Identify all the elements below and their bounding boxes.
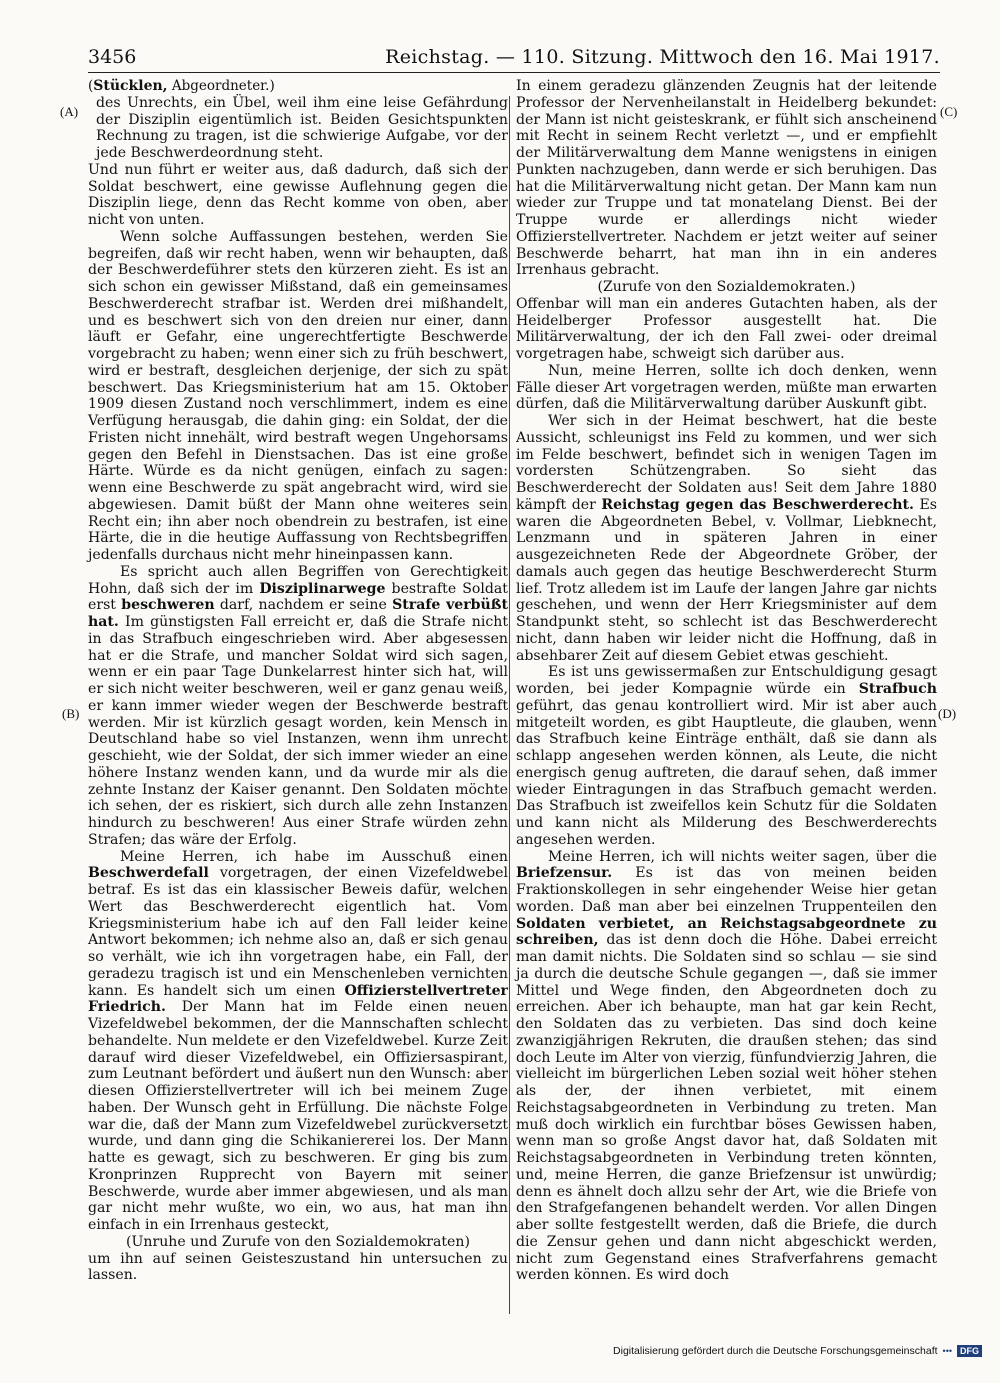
emphasis: Soldaten verbietet, an Reichstagsabgeordnete zu schreiben, bbox=[516, 915, 937, 949]
margin-marker-d: (D) bbox=[938, 706, 957, 721]
dfg-logo-dots-icon: ••• bbox=[942, 1346, 952, 1356]
paragraph: Meine Herren, ich will nichts weiter sagen, über die Briefzensur. Es ist das von meinen beiden Fraktionskollegen in sehr eingehender Weise hier getan worden. Daß man aber bei einzelnen Truppenteilen den Soldaten verbietet, an Reichstagsabgeordnete zu schreiben, das ist denn doch die Höhe. Dabei erreicht man damit nichts. Die Soldaten sind so schlau — sie sind ja durch die deutsche Schule gegangen —, daß sie immer Mittel und Wege finden, den Abgeordneten doch zu erreichen. Aber ich behaupte, man hat gar kein Recht, den Soldaten das zu verbieten. Das sind doch keine zwanzigjährigen Rekruten, die draußen stehen; das sind doch Leute im Alter von vierzig, fünfundvierzig Jahren, die vielleicht im bürgerlichen Leben sozial weit höher stehen als der, der ihnen verbietet, mit einem Reichstagsabgeordneten in Verbindung zu treten. Man muß doch wirklich ein furchtbar böses Gewissen haben, wenn man so große Angst davor hat, daß Soldaten mit Reichstagsabgeordneten in Verbindung treten könnten, und, meine Herren, die ganze Briefzensur ist unwürdig; denn es ähnelt doch allzu sehr der Art, wie die Briefe von den Strafgefangenen behandelt werden. Vor allen Dingen aber sollte festgestellt werden, daß die Briefe, die durch die Zensur gehen und dann nicht abgeschickt werden, nicht zum Gegenstand eines Strafverfahrens gemacht werden können. Es wird doch bbox=[516, 848, 937, 1284]
page-header bbox=[88, 46, 940, 73]
emphasis: Reichstag gegen das Beschwerderecht. bbox=[601, 496, 914, 513]
paragraph: Nun, meine Herren, sollte ich doch denken, wenn Fälle dieser Art vorgetragen werden, müßte man erwarten dürfen, daß die Militärverwaltung darüber Auskunft gibt. bbox=[516, 362, 937, 413]
emphasis: Beschwerdefall bbox=[88, 865, 209, 882]
digitization-credit bbox=[613, 1345, 982, 1357]
emphasis: Strafbuch bbox=[858, 681, 937, 697]
paragraph: Es spricht auch allen Begriffen von Gerechtigkeit Hohn, daß sich der im Disziplinarwege bestrafte Soldat erst beschweren darf, nachdem er seine Strafe verbüßt hat. Im günstigsten Fall erreicht er, daß die Strafe nicht in das Strafbuch eingeschrieben wird. Aber abgesessen hat er die Strafe, und mancher Soldat wird sich sagen, wenn er ein paar Tage Dunkelarrest hinter sich hat, will er sich nicht weiter beschweren, weil er ganz genau weiß, er kann immer wieder wegen der Beschwerde bestraft werden. Mir ist kürzlich gesagt worden, kein Mensch in Deutschland habe so viel Instanzen, wenn ihm unrecht geschieht, wie der Soldat, der sich immer wieder an eine höhere Instanz wenden kann, und da wurde mir als die zehnte Instanz der Kaiser genannt. Den Soldaten möchte ich sehen, der es riskiert, sich durch alle zehn Instanzen hindurch zu beschweren! Aus einer Strafe würden zehn Strafen; das wäre der Erfolg. bbox=[88, 563, 508, 848]
paragraph: Und nun führt er weiter aus, daß dadurch, daß sich der Soldat beschwert, eine gewisse Auflehnung gegen die Disziplin liege, denn das Recht komme von oben, aber nicht von unten. bbox=[88, 161, 508, 228]
paragraph: Offenbar will man ein anderes Gutachten haben, als der Heidelberger Professor ausgestellt hat. Die Militärverwaltung, der ich den Fall zwei- oder dreimal vorgetragen habe, schweigt sich darüber aus. bbox=[516, 295, 937, 362]
dfg-logo: DFG bbox=[957, 1345, 982, 1357]
emphasis: Strafe verbüßt hat. bbox=[88, 597, 508, 630]
page-number: 3456 bbox=[88, 46, 137, 68]
margin-marker-c: (C) bbox=[940, 104, 958, 119]
right-column bbox=[516, 78, 937, 1284]
column-divider bbox=[509, 96, 510, 1314]
running-head: Reichstag. — 110. Sitzung. Mittwoch den 16. Mai 1917. bbox=[385, 46, 940, 68]
speaker-role: Abgeordneter.) bbox=[167, 78, 275, 94]
speaker-attribution: (Stücklen, Abgeordneter.) bbox=[88, 78, 275, 94]
emphasis: beschweren bbox=[121, 597, 215, 614]
paragraph: Wer sich in der Heimat beschwert, hat die beste Aussicht, schleunigst ins Feld zu kommen, und wer sich im Felde beschwert, befindet sich in wenigen Tagen im vordersten Schützengraben. So sieht das Beschwerderecht der Soldaten aus! Seit dem Jahre 1880 kämpft der Reichstag gegen das Beschwerderecht. Es waren die Abgeordneten Bebel, v. Vollmar, Liebknecht, Lenzmann und in späteren Jahren in einer ausgezeichneten Rede der Abgeordnete Gröber, der damals auch gegen das heutige Beschwerderecht Sturm lief. Trotz alledem ist im Laufe der langen Jahre gar nichts geschehen, und wenn der Herr Kriegsminister auf dem Standpunkt steht, so schlecht ist das Beschwerderecht nicht, dann haben wir leider nicht die Hoffnung, daß in absehbarer Zeit auf diesem Gebiet etwas geschieht. bbox=[516, 413, 937, 664]
paragraph: In einem geradezu glänzenden Zeugnis hat der leitende Professor der Nervenheilanstalt in Heidelberg bekundet: der Mann ist nicht geisteskrank, er fühlt sich anscheinend mit Recht in seinem Recht verletzt —, und er empfiehlt der Militärverwaltung dem Manne wenigstens in einigen Punkten nachzugeben, dann werde er sich beruhigen. Das hat die Militärverwaltung nicht getan. Der Mann kam nun wieder zur Truppe und tat monatelang Dienst. Bei der Truppe wurde er allerdings nicht wieder Offizierstellvertreter. Nachdem er jetzt weiter auf seiner Beschwerde beharrt, hat man ihn in ein anderes Irrenhaus gebracht. bbox=[516, 78, 937, 279]
credit-text: Digitalisierung gefördert durch die Deutsche Forschungsgemeinschaft bbox=[613, 1345, 938, 1357]
left-column bbox=[88, 78, 508, 1284]
paragraph: Es ist uns gewissermaßen zur Entschuldigung gesagt worden, bei jeder Kompagnie würde ein Strafbuch geführt, das genau kontrolliert wird. Mir ist aber auch mitgeteilt worden, es gibt Hauptleute, die glauben, wenn das Strafbuch keine Einträge enthält, daß sie dann als schlapp angesehen werden können, als Leute, die nicht energisch genug auftreten, die darauf sehen, daß immer wieder Eintragungen in das Strafbuch gemacht werden. Das Strafbuch ist zweifellos kein Schutz für die Soldaten und kann nicht als Milderung des Beschwerderechts angesehen werden. bbox=[516, 664, 937, 848]
paragraph: des Unrechts, ein Übel, weil ihm eine leise Gefährdung der Disziplin eigentümlich ist. Beiden Gesichtspunkten Rechnung zu tragen, ist die schwierige Aufgabe, vor der jede Beschwerdeordnung steht. bbox=[96, 94, 508, 161]
interjection: (Unruhe und Zurufe von den Sozialdemokraten) bbox=[126, 1233, 470, 1250]
paragraph: Wenn solche Auffassungen bestehen, werden Sie begreifen, daß wir recht haben, wenn wir behaupten, daß der Beschwerdeführer stets den kürzeren zieht. Es ist an sich schon ein gewisser Mißstand, daß ein gemeinsames Beschwerderecht strafbar ist. Werden drei mißhandelt, und es beschwert sich von den dreien nur einer, dann läuft er Gefahr, eine ungerechtfertigte Beschwerde vorgebracht zu haben; wenn einer sich zu früh beschwert, wird er bestraft, desgleichen derjenige, der sich zu spät beschwert. Das Kriegsministerium hat am 15. Oktober 1909 diesen Zustand noch verschlimmert, indem es eine Verfügung herausgab, die dahin ging: ein Soldat, der die Fristen nicht innehält, wird bestraft wegen Ungehorsams gegen den Befehl in Dienstsachen. Das ist eine große Härte. Würde es da nicht genügen, einfach zu sagen: wenn eine Beschwerde zu spät angebracht wird, wird sie abgewiesen. Damit büßt der Mann ohne weiteres sein Recht ein; ihn aber noch obendrein zu bestrafen, ist eine Härte, die in die heutige Auffassung von Rechtsbegriffen jedenfalls durchaus nicht mehr hineinpassen kann. bbox=[88, 228, 508, 563]
emphasis: Disziplinarwege bbox=[259, 580, 386, 597]
paragraph: um ihn auf seinen Geisteszustand hin untersuchen zu lassen. bbox=[88, 1250, 508, 1284]
paragraph: Meine Herren, ich habe im Ausschuß einen Beschwerdefall vorgetragen, der einen Vizefeldwebel betraf. Es ist das ein klassischer Beweis dafür, welchen Wert das Beschwerderecht eigentlich hat. Vom Kriegsministerium habe ich auf den Fall leider keine Antwort bekommen; ich nehme also an, daß er sich genau so verhält, wie ich ihn vorgetragen habe, ein Fall, der geradezu tragisch ist und ein Menschenleben vernichten kann. Es handelt sich um einen Offizierstellvertreter Friedrich. Der Mann hat im Felde einen neuen Vizefeldwebel bekommen, der die Mannschaften schlecht behandelte. Nun meldete er den Vizefeldwebel. Kurze Zeit darauf wird dieser Vizefeldwebel, ein Offiziersaspirant, zum Leutnant befördert und äußert nun den Wunsch: aber diesen Offizierstellvertreter will ich bei meinem Zuge haben. Der Wunsch geht in Erfüllung. Die nächste Folge war die, daß der Mann zum Vizefeldwebel zurückversetzt wurde, und dann ging die Schikaniererei los. Der Mann hatte es gewagt, sich zu beschweren. Er ging bis zum Kronprinzen Rupprecht von Bayern mit seiner Beschwerde, wurde aber immer abgewiesen, und als man gar nicht mehr wußte, wo ein, wo aus, hat man ihn einfach in ein Irrenhaus gesteckt, bbox=[88, 848, 508, 1233]
emphasis: Offizierstellvertreter Friedrich. bbox=[88, 982, 508, 1016]
speaker-name: Stücklen, bbox=[93, 78, 168, 94]
interjection: (Zurufe von den Sozialdemokraten.) bbox=[597, 279, 856, 295]
emphasis: Briefzensur. bbox=[516, 865, 613, 882]
margin-marker-b: (B) bbox=[62, 706, 80, 721]
margin-marker-a: (A) bbox=[60, 104, 79, 119]
